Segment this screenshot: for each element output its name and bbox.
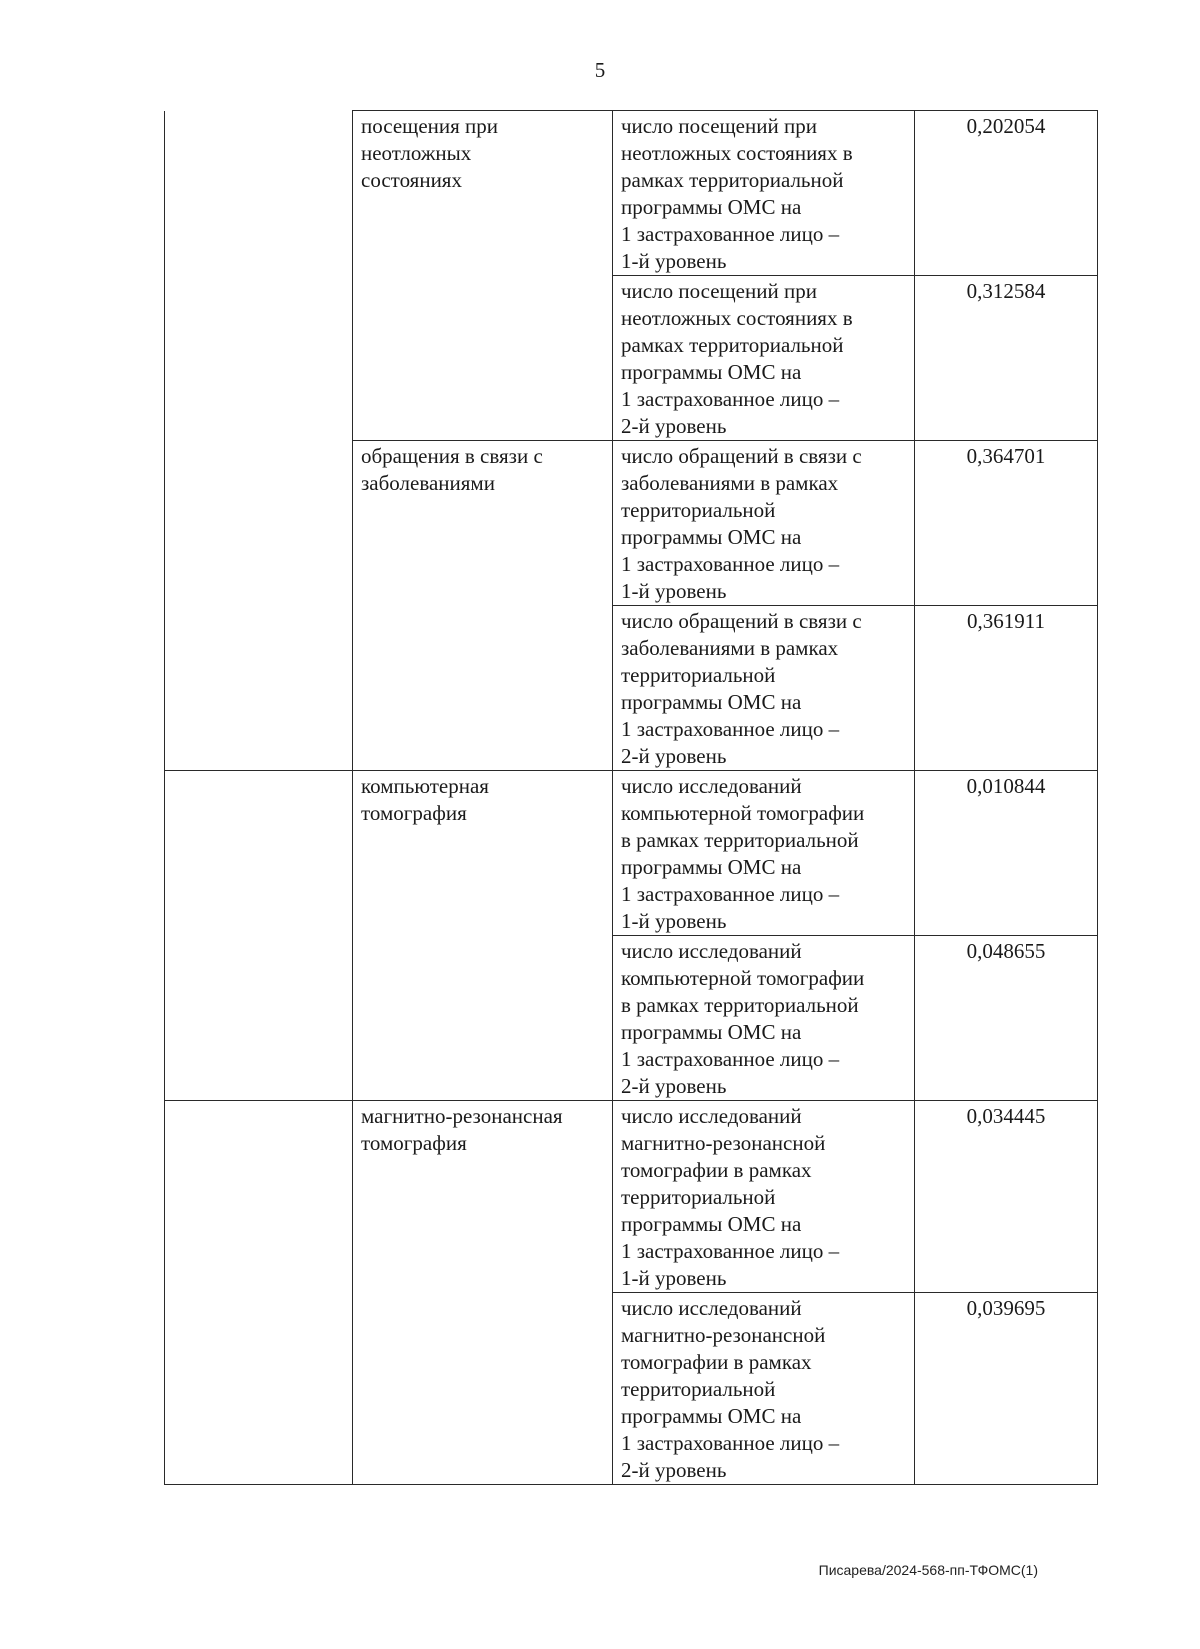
subcategory-cell: посещения при неотложных состояниях [353,111,613,441]
value-cell: 0,312584 [915,276,1098,441]
category-cell-empty [165,771,353,1101]
table-row [165,771,1098,936]
value-cell: 0,010844 [915,771,1098,936]
indicators-table [164,110,1098,1485]
table-row [165,111,1098,276]
category-cell-empty [165,111,353,771]
value-cell: 0,039695 [915,1293,1098,1485]
indicator-cell: число исследований магнитно-резонансной томографии в рамках территориальной программы ОМС на 1 застрахованное лицо – 2-й уровень [613,1293,915,1485]
table-row [165,1101,1098,1293]
value-cell: 0,202054 [915,111,1098,276]
indicator-cell: число обращений в связи с заболеваниями в рамках территориальной программы ОМС на 1 застрахованное лицо – 2-й уровень [613,606,915,771]
indicator-cell: число посещений при неотложных состояниях в рамках территориальной программы ОМС на 1 застрахованное лицо – 2-й уровень [613,276,915,441]
indicator-cell: число исследований компьютерной томографии в рамках территориальной программы ОМС на 1 застрахованное лицо – 1-й уровень [613,771,915,936]
value-cell: 0,361911 [915,606,1098,771]
indicator-cell: число обращений в связи с заболеваниями в рамках территориальной программы ОМС на 1 застрахованное лицо – 1-й уровень [613,441,915,606]
document-reference-code: Писарева/2024-568-пп-ТФОМС(1) [818,1562,1038,1578]
subcategory-cell: компьютерная томография [353,771,613,1101]
value-cell: 0,034445 [915,1101,1098,1293]
page-number: 5 [594,58,606,82]
subcategory-cell: обращения в связи с заболеваниями [353,441,613,771]
category-cell-empty [165,1101,353,1485]
indicator-cell: число исследований магнитно-резонансной томографии в рамках территориальной программы ОМС на 1 застрахованное лицо – 1-й уровень [613,1101,915,1293]
indicator-cell: число исследований компьютерной томографии в рамках территориальной программы ОМС на 1 застрахованное лицо – 2-й уровень [613,936,915,1101]
indicator-cell: число посещений при неотложных состояниях в рамках территориальной программы ОМС на 1 застрахованное лицо – 1-й уровень [613,111,915,276]
subcategory-cell: магнитно-резонансная томография [353,1101,613,1485]
value-cell: 0,364701 [915,441,1098,606]
value-cell: 0,048655 [915,936,1098,1101]
